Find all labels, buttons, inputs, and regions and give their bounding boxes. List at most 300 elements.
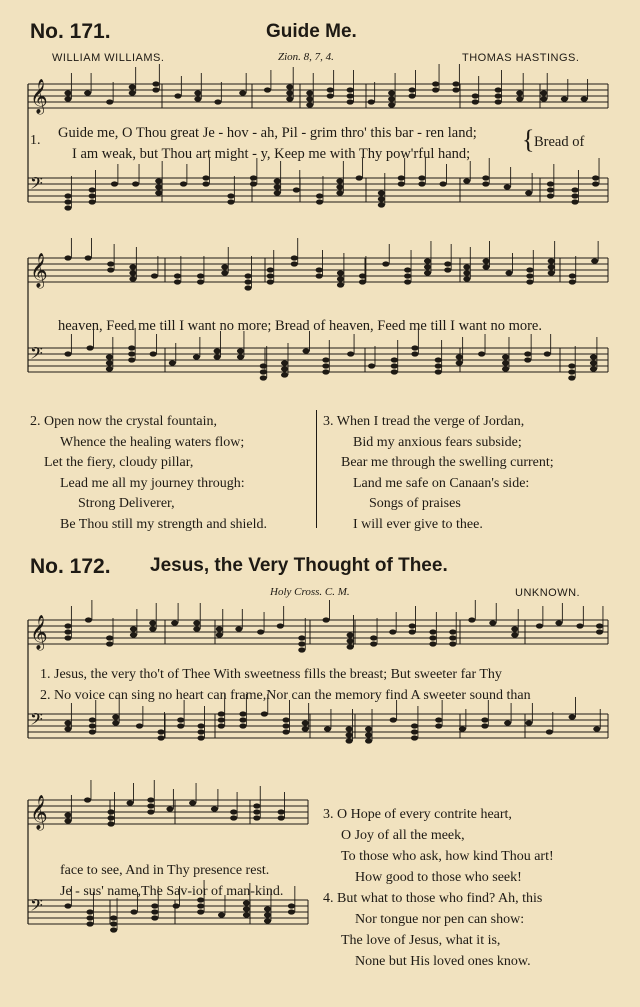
note-head (511, 626, 518, 631)
note-head (568, 363, 575, 368)
note-head (64, 818, 71, 823)
note-head (390, 717, 397, 722)
note-head (502, 366, 509, 371)
note-head (129, 84, 136, 89)
note-head (571, 199, 578, 204)
note-head (391, 369, 398, 374)
note-head (459, 726, 466, 731)
note-head (107, 267, 114, 272)
note-head (218, 717, 225, 722)
note-head (253, 803, 260, 808)
note-head (253, 809, 260, 814)
note-head (504, 184, 511, 189)
note-head (64, 635, 71, 640)
note-head (346, 726, 353, 731)
note-head (197, 735, 204, 740)
note-head (281, 366, 288, 371)
note-head (404, 267, 411, 272)
verse-line: None but His loved ones know. (355, 954, 531, 969)
note-head (424, 270, 431, 275)
note-head (286, 84, 293, 89)
note-head (322, 363, 329, 368)
note-head (197, 279, 204, 284)
note-head (548, 270, 555, 275)
note-head (547, 181, 554, 186)
note-head (107, 815, 114, 820)
note-head (482, 181, 489, 186)
hymn-172-number: No. 172. (30, 555, 111, 578)
note-head (302, 348, 309, 353)
note-head (347, 99, 354, 104)
note-head (502, 354, 509, 359)
note-head (267, 267, 274, 272)
note-head (132, 181, 139, 186)
note-head (237, 348, 244, 353)
lyric-brace: { (522, 125, 535, 154)
note-head (151, 909, 158, 914)
note-head (216, 626, 223, 631)
note-head (106, 360, 113, 365)
note-head (214, 99, 221, 104)
note-head (250, 181, 257, 186)
note-head (166, 806, 173, 811)
note-head (126, 800, 133, 805)
note-head (277, 623, 284, 628)
note-head (452, 87, 459, 92)
note-head (298, 635, 305, 640)
note-head (147, 803, 154, 808)
note-head (435, 717, 442, 722)
note-head (274, 184, 281, 189)
note-head (235, 626, 242, 631)
verse-line: How good to those who seek! (355, 870, 522, 885)
note-head (347, 638, 354, 643)
note-head (302, 720, 309, 725)
note-head (409, 629, 416, 634)
hymn-171-author: WILLIAM WILLIAMS. (52, 52, 165, 64)
note-head (540, 90, 547, 95)
note-head (482, 175, 489, 180)
note-head (590, 354, 597, 359)
note-head (540, 96, 547, 101)
note-head (152, 81, 159, 86)
note-head (411, 351, 418, 356)
note-head (291, 261, 298, 266)
treble-clef-icon: 𝄞 (30, 615, 48, 650)
note-head (456, 354, 463, 359)
note-head (569, 279, 576, 284)
note-head (322, 357, 329, 362)
hymn-171-bracket-text: Bread of (534, 134, 585, 150)
note-head (327, 87, 334, 92)
note-head (398, 175, 405, 180)
note-head (136, 723, 143, 728)
note-head (347, 351, 354, 356)
note-head (478, 351, 485, 356)
note-head (129, 264, 136, 269)
note-head (495, 93, 502, 98)
note-head (282, 729, 289, 734)
note-head (429, 641, 436, 646)
note-head (306, 90, 313, 95)
note-head (130, 626, 137, 631)
note-head (481, 723, 488, 728)
note-head (221, 264, 228, 269)
note-head (157, 735, 164, 740)
note-head (64, 726, 71, 731)
note-head (504, 720, 511, 725)
note-head (581, 96, 588, 101)
hymn-171-verse-3 (323, 412, 623, 536)
note-head (411, 723, 418, 728)
note-head (432, 81, 439, 86)
verse-line: 2. Open now the crystal fountain, (30, 414, 218, 429)
note-head (197, 903, 204, 908)
bass-clef-icon: 𝄢 (30, 343, 43, 367)
note-head (388, 102, 395, 107)
note-head (452, 81, 459, 86)
note-head (250, 175, 257, 180)
note-head (388, 96, 395, 101)
note-head (89, 723, 96, 728)
note-head (449, 629, 456, 634)
note-head (106, 354, 113, 359)
note-head (516, 96, 523, 101)
note-head (336, 178, 343, 183)
note-head (378, 190, 385, 195)
note-head (197, 273, 204, 278)
note-head (346, 732, 353, 737)
note-head (388, 90, 395, 95)
note-head (86, 909, 93, 914)
note-head (128, 351, 135, 356)
note-head (439, 181, 446, 186)
note-head (89, 187, 96, 192)
note-head (151, 273, 158, 278)
note-head (370, 641, 377, 646)
note-head (274, 190, 281, 195)
hymn-171-lyric-line-2: I am weak, but Thou art might - y, Keep me with Thy pow'rful hand; (72, 146, 471, 162)
note-head (409, 623, 416, 628)
note-head (322, 617, 329, 622)
note-head (86, 921, 93, 926)
note-head (193, 626, 200, 631)
note-head (264, 912, 271, 917)
note-head (418, 181, 425, 186)
note-head (526, 267, 533, 272)
note-head (157, 729, 164, 734)
verse-line: Whence the healing waters flow; (60, 434, 245, 450)
note-head (64, 903, 71, 908)
note-head (347, 87, 354, 92)
note-head (243, 912, 250, 917)
verse-line: Nor tongue nor pen can show: (355, 912, 525, 927)
hymn-172-title: Jesus, the Very Thought of Thee. (150, 555, 448, 576)
note-head (561, 96, 568, 101)
note-head (227, 193, 234, 198)
note-head (288, 909, 295, 914)
note-head (239, 711, 246, 716)
note-head (463, 264, 470, 269)
note-head (155, 178, 162, 183)
note-head (548, 264, 555, 269)
note-head (298, 641, 305, 646)
hymn-171-title: Guide Me. (266, 21, 357, 42)
note-head (569, 714, 576, 719)
verse-line: O Joy of all the meek, (341, 828, 465, 843)
note-head (281, 372, 288, 377)
note-head (107, 261, 114, 266)
note-head (516, 90, 523, 95)
note-head (432, 87, 439, 92)
hymn-172-lyric-line-4: Je - sus' name,The Sav-ior of man-kind. (60, 884, 284, 899)
note-head (424, 258, 431, 263)
note-head (546, 729, 553, 734)
note-head (227, 199, 234, 204)
note-head (327, 93, 334, 98)
bass-clef-icon: 𝄢 (30, 173, 43, 197)
verse-line: Bear me through the swelling current; (341, 455, 554, 471)
note-head (260, 363, 267, 368)
note-head (489, 620, 496, 625)
note-head (261, 711, 268, 716)
hymn-172-verse-3 (323, 804, 623, 888)
note-head (130, 909, 137, 914)
verse-line: 3. When I tread the verge of Jordan, (323, 414, 525, 429)
note-head (110, 915, 117, 920)
note-head (324, 726, 331, 731)
note-head (64, 193, 71, 198)
note-head (193, 620, 200, 625)
treble-clef-icon: 𝄞 (30, 795, 48, 830)
hymn-171-tune: Zion. 8, 7, 4. (278, 51, 334, 63)
note-head (106, 366, 113, 371)
note-head (110, 921, 117, 926)
note-head (435, 723, 442, 728)
note-head (337, 270, 344, 275)
note-head (359, 279, 366, 284)
note-head (495, 99, 502, 104)
verse-line: Let the fiery, cloudy pillar, (44, 455, 194, 471)
verse-line: Songs of praises (369, 496, 461, 512)
note-head (197, 909, 204, 914)
note-head (112, 720, 119, 725)
note-head (444, 267, 451, 272)
note-head (291, 255, 298, 260)
note-head (547, 193, 554, 198)
note-head (111, 181, 118, 186)
note-head (370, 635, 377, 640)
note-head (106, 635, 113, 640)
note-head (239, 90, 246, 95)
hymn-172-tune: Holy Cross. C. M. (270, 586, 350, 598)
note-head (524, 357, 531, 362)
note-head (89, 729, 96, 734)
note-head (147, 809, 154, 814)
verse-divider (316, 410, 317, 528)
hymn-171-composer: THOMAS HASTINGS. (462, 52, 580, 64)
note-head (472, 99, 479, 104)
note-head (151, 915, 158, 920)
note-head (365, 732, 372, 737)
note-head (463, 276, 470, 281)
note-head (243, 900, 250, 905)
hymn-172-lyric-line-2: 2. No voice can sing no heart can frame,Nor can the memory find A sweeter sound than (40, 688, 531, 703)
note-head (568, 369, 575, 374)
note-head (555, 620, 562, 625)
treble-clef-icon: 𝄞 (30, 79, 48, 114)
note-head (590, 360, 597, 365)
note-head (411, 345, 418, 350)
note-head (89, 717, 96, 722)
note-head (571, 187, 578, 192)
note-head (298, 647, 305, 652)
note-head (129, 276, 136, 281)
note-head (260, 375, 267, 380)
note-head (84, 797, 91, 802)
verse-line: Land me safe on Canaan's side: (353, 475, 530, 491)
note-head (316, 267, 323, 272)
note-head (106, 641, 113, 646)
note-head (221, 270, 228, 275)
note-head (472, 93, 479, 98)
note-head (177, 717, 184, 722)
note-head (216, 632, 223, 637)
note-head (267, 279, 274, 284)
note-head (429, 635, 436, 640)
note-head (463, 270, 470, 275)
note-head (278, 815, 285, 820)
note-head (481, 717, 488, 722)
note-head (368, 363, 375, 368)
note-head (571, 193, 578, 198)
verse-line: Be Thou still my strength and shield. (60, 516, 268, 532)
note-head (230, 809, 237, 814)
note-head (64, 199, 71, 204)
note-head (569, 273, 576, 278)
note-head (408, 87, 415, 92)
note-head (151, 903, 158, 908)
note-head (89, 199, 96, 204)
hymn-172-lyric-line-1: 1. Jesus, the very tho't of Thee With sweetness fills the breast; But sweeter far Thy (40, 667, 502, 682)
note-head (128, 345, 135, 350)
note-head (244, 279, 251, 284)
note-head (505, 270, 512, 275)
note-head (110, 927, 117, 932)
note-head (85, 255, 92, 260)
verse-line: To those who ask, how kind Thou art! (341, 849, 554, 864)
note-head (316, 193, 323, 198)
note-head (302, 726, 309, 731)
note-head (596, 623, 603, 628)
note-head (435, 369, 442, 374)
note-head (107, 809, 114, 814)
note-head (174, 273, 181, 278)
hymn-171-verse-number: 1. (30, 133, 41, 148)
note-head (149, 620, 156, 625)
note-head (244, 273, 251, 278)
note-head (495, 87, 502, 92)
note-head (483, 264, 490, 269)
note-head (64, 255, 71, 260)
note-head (106, 99, 113, 104)
note-head (593, 726, 600, 731)
note-head (449, 635, 456, 640)
note-head (264, 918, 271, 923)
note-head (214, 348, 221, 353)
note-head (86, 345, 93, 350)
verse-line: 4. But what to those who find? Ah, this (323, 891, 543, 906)
note-head (418, 175, 425, 180)
note-head (391, 357, 398, 362)
note-head (365, 726, 372, 731)
note-head (404, 273, 411, 278)
hymn-172-composer: UNKNOWN. (515, 587, 581, 599)
note-head (368, 99, 375, 104)
note-head (171, 620, 178, 625)
note-head (568, 375, 575, 380)
note-head (411, 729, 418, 734)
note-head (548, 258, 555, 263)
note-head (274, 178, 281, 183)
note-head (64, 629, 71, 634)
note-head (64, 205, 71, 210)
note-head (592, 181, 599, 186)
note-head (282, 723, 289, 728)
note-head (194, 96, 201, 101)
note-head (64, 96, 71, 101)
note-head (239, 717, 246, 722)
note-head (306, 102, 313, 107)
note-head (218, 711, 225, 716)
verse-line: Strong Deliverer, (78, 496, 175, 512)
note-head (544, 351, 551, 356)
note-head (378, 196, 385, 201)
note-head (244, 285, 251, 290)
note-head (202, 175, 209, 180)
note-head (129, 90, 136, 95)
note-head (130, 632, 137, 637)
note-head (322, 369, 329, 374)
note-head (511, 632, 518, 637)
note-head (64, 90, 71, 95)
note-head (316, 199, 323, 204)
note-head (429, 629, 436, 634)
hymn-171-lyric-line-1: Guide me, O Thou great Je - hov - ah, Pil - grim thro' this bar - ren land; (58, 125, 477, 141)
note-head (281, 360, 288, 365)
note-head (147, 797, 154, 802)
note-head (243, 906, 250, 911)
note-head (288, 903, 295, 908)
note-head (404, 279, 411, 284)
note-head (347, 93, 354, 98)
note-head (435, 363, 442, 368)
note-head (149, 626, 156, 631)
note-head (202, 181, 209, 186)
note-head (189, 800, 196, 805)
note-head (112, 714, 119, 719)
note-head (336, 190, 343, 195)
note-head (524, 351, 531, 356)
note-head (411, 735, 418, 740)
note-head (316, 273, 323, 278)
note-head (502, 360, 509, 365)
verse-line: Lead me all my journey through: (60, 475, 245, 491)
note-head (218, 912, 225, 917)
note-head (173, 903, 180, 908)
note-head (84, 90, 91, 95)
note-head (378, 202, 385, 207)
